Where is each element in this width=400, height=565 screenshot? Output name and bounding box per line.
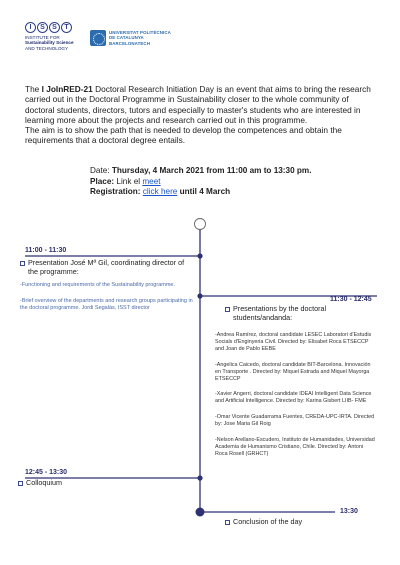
isst-letter: S	[49, 22, 60, 33]
conclusion-block	[225, 518, 375, 527]
event-name: I JoInRED-21	[41, 84, 93, 94]
isst-letter: T	[61, 22, 72, 33]
colloquium-label: Colloquium	[26, 478, 62, 487]
date-value: Thursday, 4 March 2021 from 11:00 am to 13:30 pm.	[111, 166, 312, 175]
agenda-item: -Brief overview of the departments and research groups participating in the doctoral programme. Jordi Segalàs, ISST director	[20, 298, 193, 312]
place-line: Place: Link el meet	[90, 176, 161, 186]
time-label-1130: 11:30 - 12:45	[330, 296, 372, 303]
checkbox-icon	[20, 261, 25, 266]
doctoral-presentations-block	[225, 305, 377, 322]
conclusion-label: Conclusion of the day	[233, 517, 303, 526]
upc-line1: UNIVERSITAT POLITÈCNICA	[109, 30, 171, 36]
coordinator-heading: Presentation José Mª Gil, coordinating director of the programme:	[20, 259, 195, 276]
presenter-item: -Angelica Caicedo, doctoral candidate BIT-Barcelona. Innovación en Transporte . Directed by: Miquel Estrada and Miquel Mayorga ETSECCP	[215, 361, 371, 382]
presenter-item: -Omar Vicente Guadarrama Fuentes, CREDA-UPC-IRTA. Directed by: Jose Maria Gil Roig	[215, 414, 375, 428]
timeline-dot-2	[197, 293, 202, 298]
presenter-item: -Nelson Arellano-Escudero, Instituto de Humanidades, Universidad Academia de Humanismo Cristiano, Chile. Directed by: Antoni Roca Rosell (GRHCT)	[215, 437, 375, 457]
checkbox-icon	[18, 481, 23, 486]
time-label-1330: 13:30	[340, 508, 358, 515]
isst-line3: AND TECHNOLOGY	[25, 45, 69, 51]
timeline-dot-3	[197, 475, 202, 480]
presenter-item: -Andrea Ramírez, doctoral candidate LESEC Laboratori d'Estudis Socials d'Enginyeria Civil. Directed by: Elisabet Roca ETSECCP and Joan de Pablo EEBE	[215, 332, 372, 352]
upc-line2: DE CATALUNYA	[109, 35, 144, 41]
timeline-start-circle	[195, 219, 206, 230]
intro-paragraph: The I JoInRED-21 Doctoral Research Initiation Day is an event that aims to bring the research carried out in the Doctoral Programme in Sustainability closer to the whole community of doctoral students, directors, tutors and especially to master's students who are interested in learning more about the projects and research carried out in this programme. The aim is to show the path that is needed to develop the competences and obtain the requirements that a doctoral degree entails.	[25, 84, 377, 146]
isst-letter: S	[37, 22, 48, 33]
agenda-item: -Functioning and requirements of the Sustainability programme.	[20, 282, 175, 289]
isst-line2: Sustainability Science	[25, 40, 74, 46]
coordinator-presentation-block	[20, 259, 195, 312]
time-label-1100: 11:00 - 11:30	[25, 247, 67, 254]
timeline-end-dot	[196, 508, 205, 517]
timeline-dot-1	[197, 253, 202, 258]
presentations-heading: Presentations by the doctoral students/andanda:	[225, 305, 377, 322]
time-label-1245: 12:45 - 13:30	[25, 469, 68, 476]
registration-line: Registration: click here until 4 March	[90, 187, 231, 197]
presenter-item: -Xavier Angerri, doctoral candidate IDEAI Intelligent Data Science and Artificial Intelligence. Directed by: Karina Gisbert LIIB- FME	[215, 391, 372, 405]
isst-line1: INSTITUTE FOR	[25, 35, 60, 40]
intro-aim: The aim is to show the path that is needed to develop the competences and obtain the requirements that a doctoral degree entails.	[25, 125, 342, 146]
isst-letter: I	[25, 22, 36, 33]
date-line: Date: Thursday, 4 March 2021 from 11:00 am to 13:30 pm.	[90, 166, 312, 175]
checkbox-icon	[225, 307, 230, 312]
registration-link[interactable]: click here	[142, 187, 178, 197]
meet-link[interactable]: meet	[142, 176, 161, 186]
presenter-list	[215, 324, 377, 458]
upc-line3: BARCELONATECH	[109, 40, 150, 46]
colloquium-block	[18, 479, 188, 488]
checkbox-icon	[225, 520, 230, 525]
